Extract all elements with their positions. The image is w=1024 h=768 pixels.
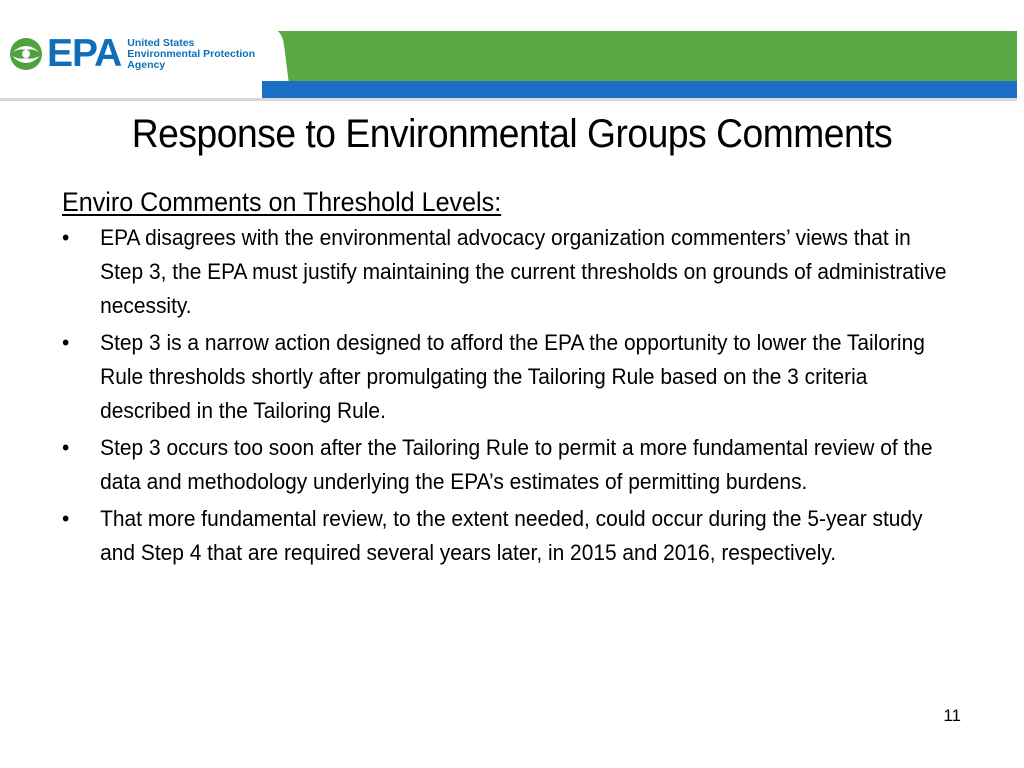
- header-banner: [0, 0, 1024, 104]
- bullet-text: Step 3 is a narrow action designed to afford the EPA the opportunity to lower the Tailoring Rule thresholds shortly after promulgating the Tailoring Rule based on the 3 criteria described in the Tailoring Rule.: [100, 330, 925, 423]
- bullet-item: [62, 502, 955, 570]
- bullet-item: [62, 326, 955, 428]
- bullet-list: [62, 221, 955, 570]
- slide-title: Response to Environmental Groups Comments: [131, 112, 893, 156]
- section-subheading: Enviro Comments on Threshold Levels:: [62, 187, 502, 217]
- banner-underline: [0, 98, 1017, 101]
- epa-logo: [8, 34, 255, 74]
- bullet-glyph: •: [62, 435, 70, 460]
- page-number: 11: [943, 706, 961, 725]
- bullet-text: EPA disagrees with the environmental advocacy organization commenters’ views that in Step 3, the EPA must justify maintaining the current thresholds on grounds of administrative necessity.: [100, 225, 947, 318]
- slide-body: [62, 185, 947, 573]
- epa-flower-icon: [8, 36, 44, 72]
- banner-blue-bar: [262, 81, 1017, 98]
- bullet-glyph: •: [62, 506, 70, 531]
- bullet-glyph: •: [62, 225, 70, 250]
- epa-wordmark: EPA: [47, 32, 122, 75]
- agency-line-3: Agency: [127, 58, 166, 71]
- agency-line-1: United States: [127, 36, 195, 49]
- bullet-glyph: •: [62, 330, 70, 355]
- bullet-item: [62, 221, 955, 323]
- bullet-item: [62, 431, 955, 499]
- bullet-text: Step 3 occurs too soon after the Tailoring Rule to permit a more fundamental review of the data and methodology underlying the EPA’s estimates of permitting burdens.: [100, 435, 933, 494]
- bullet-text: That more fundamental review, to the extent needed, could occur during the 5-year study and Step 4 that are required several years later, in 2015 and 2016, respectively.: [100, 506, 923, 565]
- agency-line-2: Environmental Protection: [127, 47, 256, 60]
- agency-name: [127, 38, 255, 71]
